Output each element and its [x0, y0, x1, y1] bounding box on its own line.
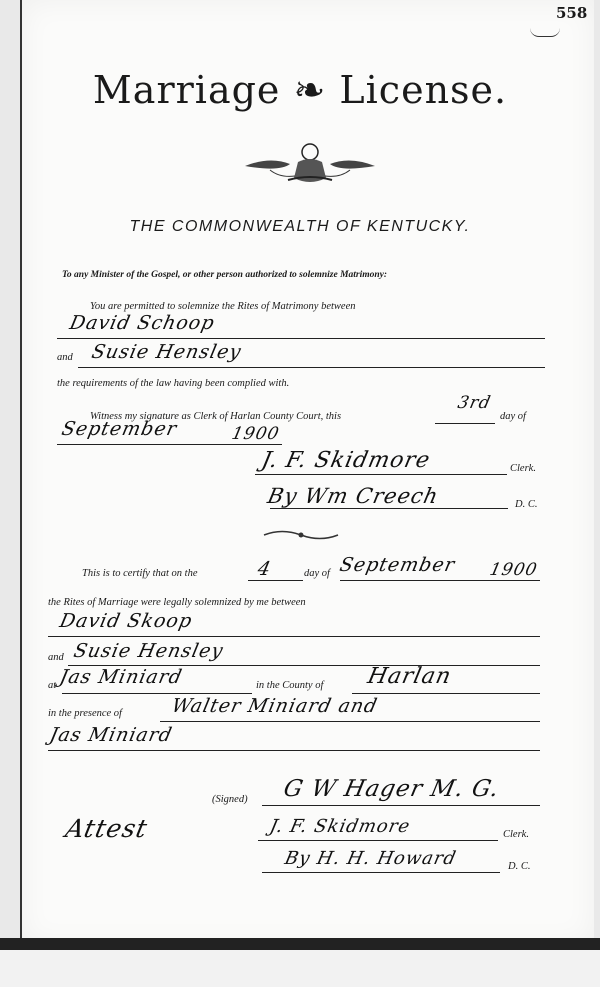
day-of-label-2: day of: [304, 568, 330, 579]
bride-name: Susie Hensley: [89, 341, 244, 363]
rule: [48, 636, 540, 637]
groom-name: David Schoop: [67, 312, 217, 334]
rule: [258, 840, 498, 841]
requirements-text: the requirements of the law having been complied with.: [57, 378, 290, 389]
divider-ornament-icon: [262, 528, 340, 542]
minister-signature: G W Hager M. G.: [281, 776, 502, 802]
address-line: To any Minister of the Gospel, or other person authorized to solemnize Matrimony:: [62, 270, 388, 280]
rule: [255, 474, 507, 475]
witness-line-1: Walter Miniard and: [169, 695, 380, 717]
commonwealth-heading: THE COMMONWEALTH OF KENTUCKY.: [129, 218, 471, 235]
rule: [160, 721, 540, 722]
license-month: September: [59, 418, 180, 440]
license-day: 3rd: [455, 393, 493, 413]
place-name: Jas Miniard: [57, 666, 185, 688]
presence-label: in the presence of: [48, 708, 122, 719]
rule: [57, 444, 282, 445]
rule: [435, 423, 495, 424]
certificate-day: 4: [255, 558, 274, 580]
rule: [270, 508, 508, 509]
deputy-signature: By Wm Creech: [265, 484, 441, 508]
document-title: Marriage ❧ License.: [92, 68, 508, 112]
clerk-label: Clerk.: [510, 463, 536, 474]
and-label: and: [57, 352, 73, 363]
certificate-dc-label: D. C.: [508, 861, 531, 872]
rule: [352, 693, 540, 694]
county-name: Harlan: [365, 664, 454, 689]
and-label-2: and: [48, 652, 64, 663]
rule: [48, 750, 540, 751]
certificate-month: September: [337, 554, 458, 576]
dc-label: D. C.: [515, 499, 538, 510]
witness-text: Witness my signature as Clerk of Harlan County Court, this: [90, 411, 342, 422]
certificate-deputy-signature: By H. H. Howard: [282, 848, 459, 869]
rule: [78, 367, 545, 368]
certify-text: This is to certify that on the: [82, 568, 198, 579]
attest-text: Attest: [62, 814, 151, 843]
page-number: 558: [556, 4, 588, 22]
certificate-year: 1900: [487, 560, 540, 580]
certificate-clerk-label: Clerk.: [503, 829, 529, 840]
certificate-bride: Susie Hensley: [71, 640, 226, 662]
rule: [340, 580, 540, 581]
rule: [62, 693, 252, 694]
license-year: 1900: [229, 424, 282, 444]
signed-label: (Signed): [212, 794, 248, 805]
clerk-signature: J. F. Skidmore: [259, 448, 433, 473]
county-label: in the County of: [256, 680, 324, 691]
at-label: at: [48, 680, 57, 691]
rites-text: the Rites of Marriage were legally solemnized by me between: [48, 597, 306, 608]
rule: [262, 872, 500, 873]
rule: [262, 805, 540, 806]
pencil-mark: [530, 28, 560, 37]
day-of-label: day of: [500, 411, 526, 422]
scan-bottom-edge: [0, 938, 600, 950]
cherub-ornament-icon: [240, 138, 380, 192]
permitted-text: You are permitted to solemnize the Rites of Matrimony between: [90, 301, 356, 312]
certificate-clerk-signature: J. F. Skidmore: [267, 816, 413, 837]
scan-margin: [0, 950, 600, 987]
rule: [248, 580, 303, 581]
witness-line-2: Jas Miniard: [47, 724, 175, 746]
certificate-groom: David Skoop: [57, 610, 195, 632]
rule: [57, 338, 545, 339]
